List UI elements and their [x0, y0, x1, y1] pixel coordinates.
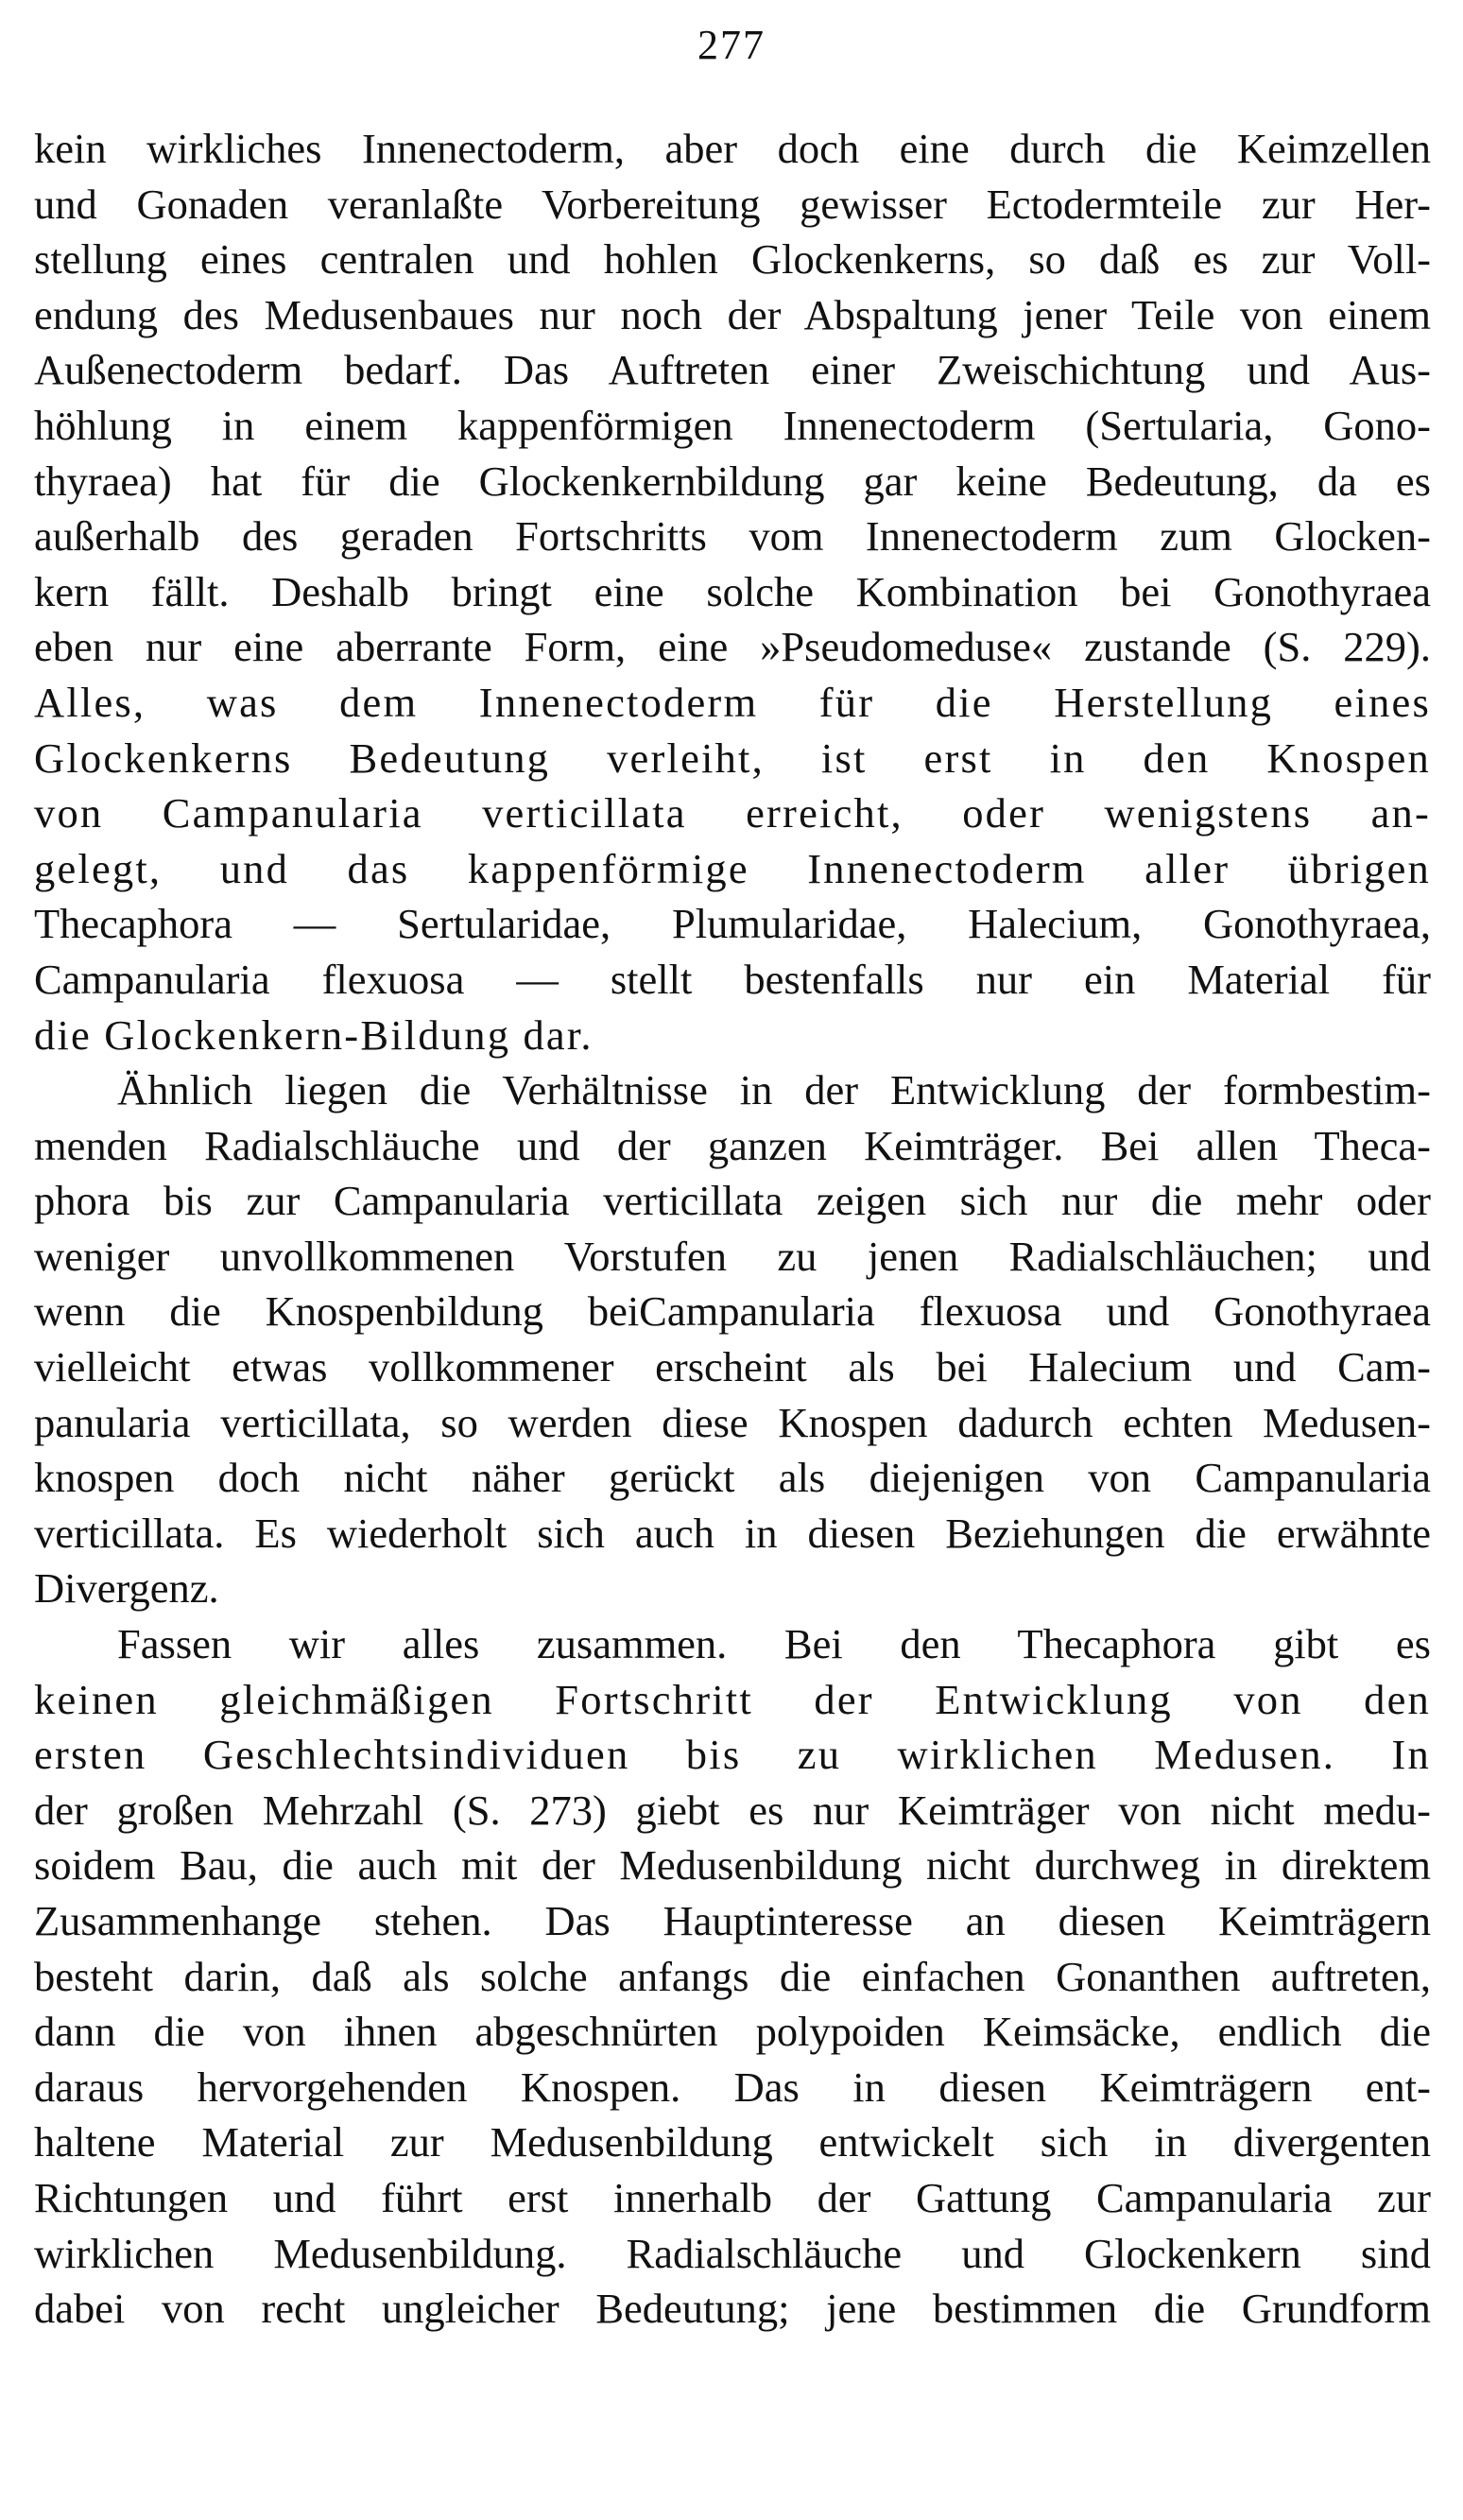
text-line: Thecaphora — Sertularidae, Plumularidae, Halecium, Gonothyraea, [34, 900, 1431, 948]
text-line: gelegt, und das kappenförmige Innenectoderm aller übrigen [34, 844, 1431, 892]
text-line: Divergenz. [34, 1564, 219, 1613]
text-line: dann die von ihnen abgeschnürten polypoiden Keimsäcke, endlich die [34, 2008, 1431, 2056]
text-line: wenn die Knospenbildung beiCampanularia flexuosa und Gonothyraea [34, 1287, 1431, 1336]
text-line: thyraea) hat für die Glockenkernbildung gar keine Bedeutung, da es [34, 457, 1431, 505]
text-line: soidem Bau, die auch mit der Medusenbildung nicht durchweg in direktem [34, 1841, 1431, 1890]
text-line: Zusammenhange stehen. Das Hauptinteresse an diesen Keimträgern [34, 1897, 1431, 1944]
text-line: vielleicht etwas vollkommener erscheint als bei Halecium und Cam- [34, 1343, 1431, 1391]
text-line: phora bis zur Campanularia verticillata zeigen sich nur die mehr oder [34, 1177, 1431, 1225]
text-line: endung des Medusenbaues nur noch der Abspaltung jener Teile von einem [34, 290, 1431, 338]
text-line: knospen doch nicht näher gerückt als diejenigen von Campanularia [34, 1454, 1431, 1502]
text-line: Alles, was dem Innenectoderm für die Herstellung eines [34, 678, 1431, 726]
text-line: Fassen wir alles zusammen. Bei den Thecaphora gibt es [117, 1620, 1431, 1668]
text-line: stellung eines centralen und hohlen Glockenkerns, so daß es zur Voll- [34, 235, 1431, 284]
text-line: die Glockenkern-Bildung dar. [34, 1010, 594, 1059]
text-line: von Campanularia verticillata erreicht, oder wenigstens an- [34, 789, 1431, 837]
text-line: Campanularia flexuosa — stellt bestenfalls nur ein Material für [34, 955, 1431, 1003]
text-line: besteht darin, daß als solche anfangs die einfachen Gonanthen auftreten, [34, 1952, 1431, 2000]
text-line: Glockenkerns Bedeutung verleiht, ist erst in den Knospen [34, 734, 1431, 782]
text-line: haltene Material zur Medusenbildung entwickelt sich in divergenten [34, 2118, 1431, 2166]
text-line: panularia verticillata, so werden diese Knospen dadurch echten Medusen- [34, 1398, 1431, 1446]
text-line: Ähnlich liegen die Verhältnisse in der Entwicklung der formbestim- [117, 1066, 1431, 1114]
text-line: wirklichen Medusenbildung. Radialschläuche und Glockenkern sind [34, 2229, 1431, 2277]
page-number: 277 [697, 22, 766, 68]
text-line: außerhalb des geraden Fortschritts vom Innenectoderm zum Glocken- [34, 512, 1431, 561]
text-line: eben nur eine aberrante Form, eine »Pseudomeduse« zustande (S. 229). [34, 623, 1431, 671]
text-line: keinen gleichmäßigen Fortschritt der Entwicklung von den [34, 1675, 1431, 1723]
text-line: verticillata. Es wiederholt sich auch in diesen Beziehungen die erwähnte [34, 1509, 1431, 1557]
text-line: daraus hervorgehenden Knospen. Das in diesen Keimträgern ent- [34, 2063, 1431, 2111]
text-line: Außenectoderm bedarf. Das Auftreten einer Zweischichtung und Aus- [34, 346, 1431, 394]
text-line: ersten Geschlechtsindividuen bis zu wirklichen Medusen. In [34, 1731, 1431, 1779]
text-line: und Gonaden veranlaßte Vorbereitung gewisser Ectodermteile zur Her- [34, 180, 1431, 228]
text-line: höhlung in einem kappenförmigen Innenectoderm (Sertularia, Gono- [34, 401, 1431, 449]
text-line: weniger unvollkommenen Vorstufen zu jenen Radialschläuchen; und [34, 1232, 1431, 1280]
body-text [34, 121, 1431, 2337]
text-line: dabei von recht ungleicher Bedeutung; jene bestimmen die Grundform [34, 2285, 1431, 2333]
text-line: Richtungen und führt erst innerhalb der Gattung Campanularia zur [34, 2173, 1431, 2221]
text-line: menden Radialschläuche und der ganzen Keimträger. Bei allen Theca- [34, 1121, 1431, 1169]
text-line: der großen Mehrzahl (S. 273) giebt es nur Keimträger von nicht medu- [34, 1786, 1431, 1834]
text-line: kern fällt. Deshalb bringt eine solche Kombination bei Gonothyraea [34, 567, 1431, 615]
text-line: kein wirkliches Innenectoderm, aber doch eine durch die Keimzellen [34, 125, 1431, 172]
